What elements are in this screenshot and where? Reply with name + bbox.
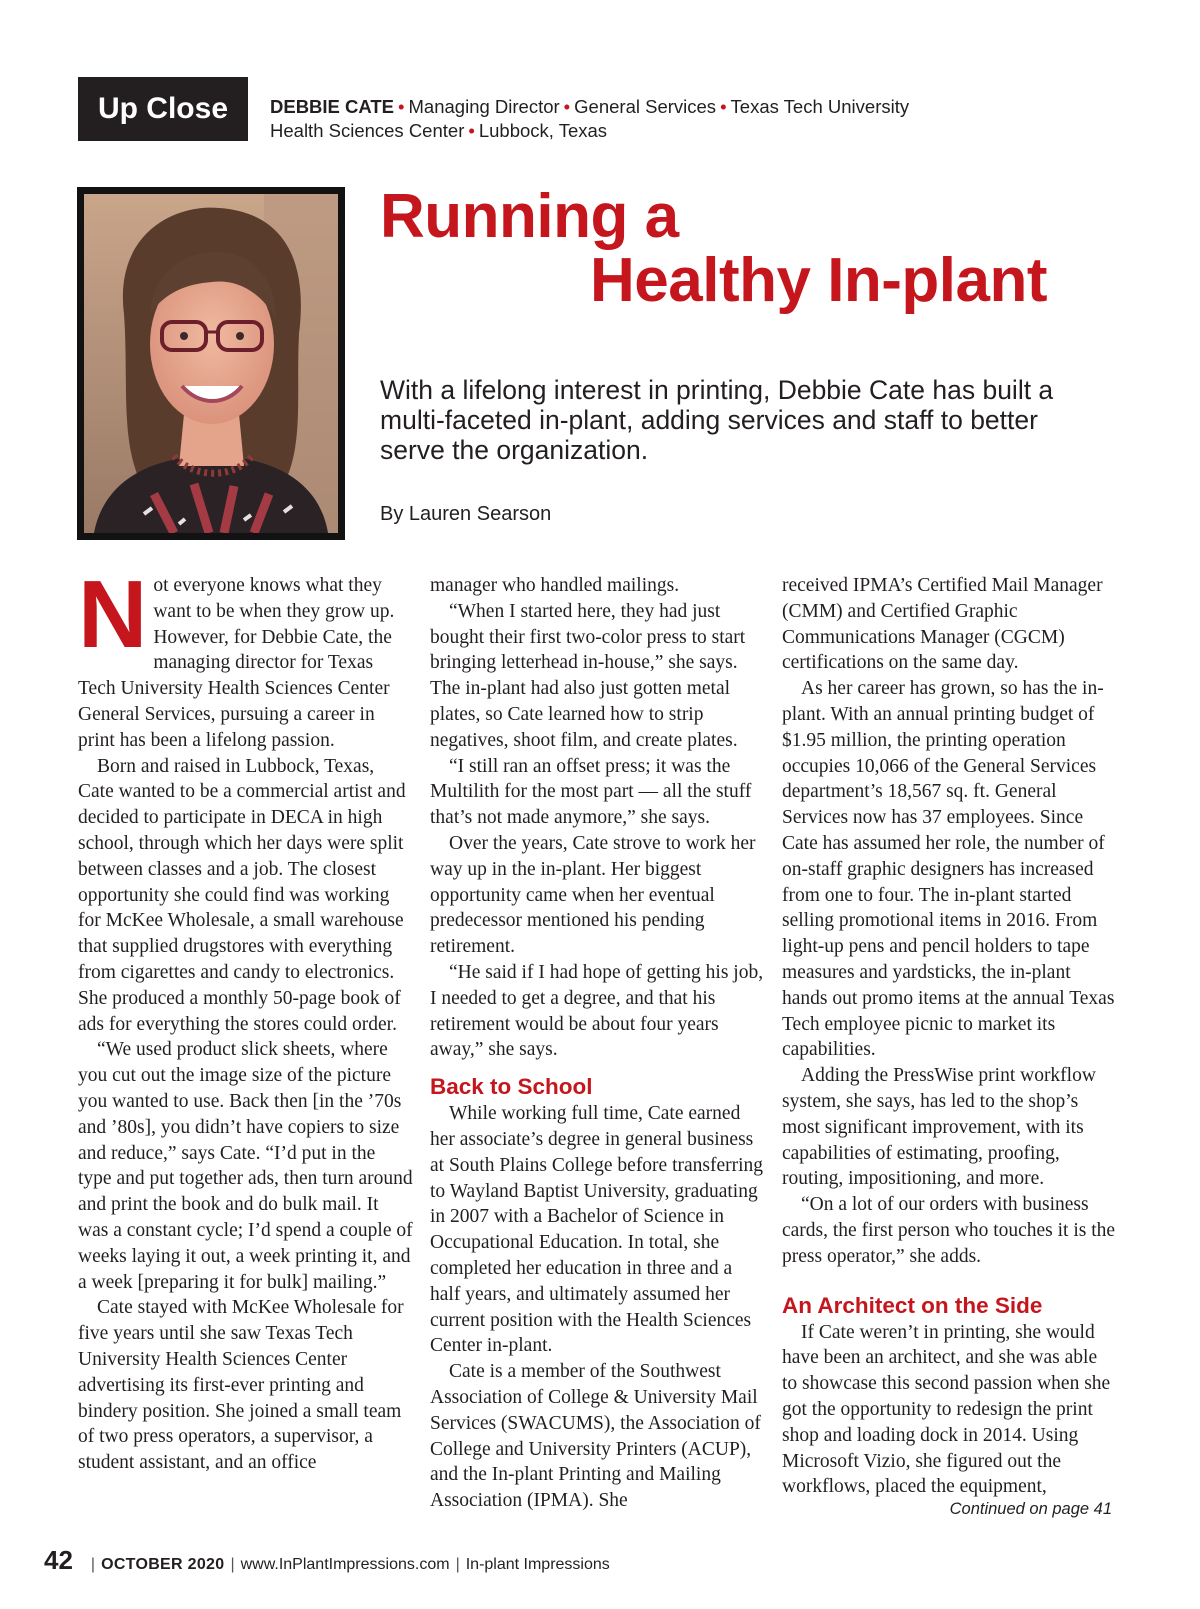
subject-institution-line2: Health Sciences Center: [270, 120, 465, 141]
body-column-1: [78, 561, 413, 1476]
headline-line-2: Healthy In-plant: [590, 246, 1048, 315]
body-paragraph: Cate is a member of the Southwest Association of College & University Mail Services (SWACUMS), the Association of College and University Printers (ACUP), and the In-plant Printing and Mailing Association (IPMA). She: [430, 1361, 761, 1512]
bullet-separator: •: [563, 96, 571, 117]
drop-cap: N: [78, 561, 148, 668]
page-number: 42: [44, 1545, 73, 1575]
footer-separator: |: [455, 1556, 460, 1573]
footer-separator: |: [230, 1556, 235, 1573]
body-column-2: [430, 573, 765, 1514]
continued-jump-line: Continued on page 41: [949, 1500, 1112, 1518]
issue-date: OCTOBER 2020: [101, 1556, 225, 1573]
body-paragraph: received IPMA’s Certified Mail Manager (CMM) and Certified Graphic Communications Manager (CGCM) certifications on the same day.: [782, 575, 1103, 674]
paragraph-text: ot everyone knows what they want to be when they grow up. However, for Debbie Cate, the managing director for Texas Tech University Health Sciences Center General Services, pursuing a career in print has been a lifelong passion.: [78, 575, 395, 751]
headline-line-1: Running a: [380, 182, 679, 251]
footer-separator: |: [90, 1556, 96, 1573]
body-paragraph: [78, 561, 413, 754]
body-paragraph: As her career has grown, so has the in-plant. With an annual printing budget of $1.95 million, the printing operation occupies 10,066 of the General Services department’s 18,567 sq. ft. General Services now has 37 employees. Since Cate has assumed her role, the number of on-staff graphic designers has increased from one to four. The in-plant started selling promotional items in 2016. From light-up pens and pencil holders to tape measures and yardsticks, the in-plant hands out promo items at the annual Texas Tech employee picnic to market its capabilities.: [782, 678, 1115, 1061]
publication-name: In-plant Impressions: [465, 1556, 610, 1573]
body-paragraph: Adding the PressWise print workflow system, she says, has led to the shop’s most significant improvement, with its capabilities of estimating, proofing, routing, impositioning, and more.: [782, 1065, 1096, 1190]
bullet-separator: •: [398, 96, 405, 117]
subject-department: General Services: [574, 96, 717, 117]
page-footer: [44, 1545, 610, 1576]
portrait-photo: [77, 187, 345, 540]
subject-name: DEBBIE CATE: [270, 96, 395, 117]
subject-role: Managing Director: [408, 96, 560, 117]
subhead-back-to-school: Back to School: [430, 1074, 593, 1100]
bullet-separator: •: [720, 96, 727, 117]
body-paragraph: Cate stayed with McKee Wholesale for five years until she saw Texas Tech University Health Sciences Center advertising its first-ever printing and bindery position. She joined a small team of two press operators, a supervisor, a student assistant, and an office: [78, 1297, 404, 1474]
body-paragraph: “He said if I had hope of getting his job, I needed to get a degree, and that his retirement would be about four years away,” she says.: [430, 961, 764, 1061]
body-paragraph: manager who handled mailings.: [430, 575, 680, 596]
section-badge-label: Up Close: [97, 92, 229, 125]
subhead-architect: An Architect on the Side: [782, 1292, 1043, 1318]
body-paragraph: “On a lot of our orders with business cards, the first person who touches it is the press operator,” she adds.: [782, 1194, 1116, 1267]
portrait-image: [84, 194, 338, 533]
subject-info: [270, 95, 990, 143]
body-paragraph: While working full time, Cate earned her associate’s degree in general business at South Plains College before transferring to Wayland Baptist University, graduating in 2007 with a Bachelor of Science in Occupational Education. In total, she completed her education in three and a half years, and ultimately assumed her current position with the Health Sciences Center in-plant.: [430, 1103, 764, 1357]
website-link[interactable]: www.InPlantImpressions.com: [240, 1556, 450, 1573]
author-byline: By Lauren Searson: [380, 503, 552, 525]
subject-location: Lubbock, Texas: [478, 120, 608, 141]
article-deck: With a lifelong interest in printing, Debbie Cate has built a multi-faceted in-plant, adding services and staff to better serve the organization.: [380, 375, 1054, 465]
body-column-3: [782, 573, 1117, 1500]
body-paragraph: If Cate weren’t in printing, she would have been an architect, and she was able to showcase this second passion when she got the opportunity to redesign the print shop and loading dock in 2014. Using Microsoft Vizio, she figured out the workflows, placed the equipment,: [782, 1321, 1111, 1498]
section-badge: [78, 77, 248, 141]
body-paragraph: “We used product slick sheets, where you cut out the image size of the picture you wanted to use. Back then [in the ’70s and ’80s], you didn’t have copiers to size and reduce,” says Cate. “I’d put in the type and put together ads, then turn around and print the book and do bulk mail. It was a constant cycle; I’d spend a couple of weeks laying it out, a week printing it, and a week [preparing it for bulk] mailing.”: [78, 1039, 413, 1293]
bullet-separator: •: [468, 120, 475, 141]
body-paragraph: Over the years, Cate strove to work her way up in the in-plant. Her biggest opportunity came when her eventual predecessor mentioned his pending retirement.: [430, 832, 756, 958]
body-paragraph: Born and raised in Lubbock, Texas, Cate wanted to be a commercial artist and decided to participate in DECA in high school, through which her days were split between classes and a job. The closest opportunity she could find was working for McKee Wholesale, a small warehouse that supplied drugstores with everything from cigarettes and candy to electronics. She produced a monthly 50-page book of ads for everything the stores could order.: [78, 755, 406, 1035]
subject-institution-line1: Texas Tech University: [730, 96, 910, 117]
body-paragraph: “When I started here, they had just bought their first two-color press to start bringing letterhead in-house,” she says. The in-plant had also just gotten metal plates, so Cate learned how to strip negatives, shoot film, and create plates.: [430, 600, 746, 751]
body-paragraph: “I still ran an offset press; it was the Multilith for the most part — all the stuff that’s not made anymore,” she says.: [430, 755, 752, 829]
